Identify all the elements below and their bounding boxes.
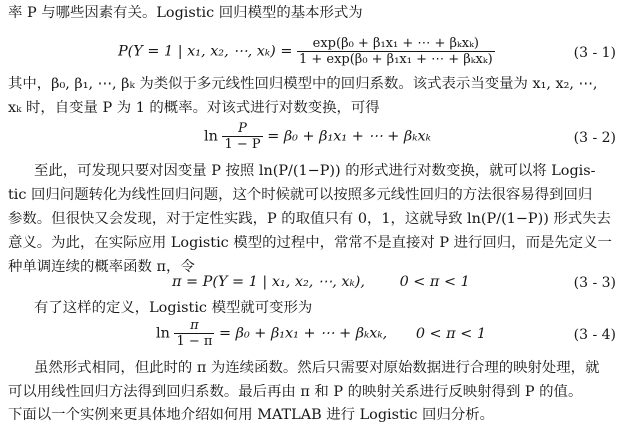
equation-3-2-fraction [222,121,262,152]
text-line-p4-2: 可以用线性回归方法得到回归系数。最后再由 π 和 P 的映射关系进行反映射得到 P 的值。 [8,384,583,400]
equation-3-4-rhs: = β₀ + β₁x₁ + ⋯ + βₖxₖ, [219,325,388,342]
text-line-p2-3: 参数。但很快又会发现，对于定性实践，P 的取值只有 0，1，这就导致 ln(P/(1−P)) 形式失去 [8,211,611,227]
equation-3-2-denominator: 1 − P [224,137,261,152]
equation-number-3-4: (3 - 4) [573,327,616,343]
equation-3-1-denominator: 1 + exp(β₀ + β₁x₁ + ⋯ + βₖxₖ) [298,52,493,67]
equation-number-3-2: (3 - 2) [573,130,616,146]
equation-3-2-ln: ln [204,128,218,145]
equation-3-4-fraction [174,318,214,349]
equation-number-3-1: (3 - 1) [573,45,616,61]
text-line-p2-2: tic 回归问题转化为线性回归问题，这个时候就可以按照多元线性回归的方法很容易得到回归 [8,187,593,203]
text-line-p2-1: 至此，可发现只要对因变量 P 按照 ln(P/(1−P)) 的形式进行对数变换，就可以将 Logis- [34,163,596,179]
equation-number-3-3: (3 - 3) [573,275,616,291]
equation-3-2 [204,121,431,152]
text-line-p1-1: 其中，β₀, β₁, ⋯, βₖ 为类似于多元线性回归模型中的回归系数。该式表示当变量为 x₁, x₂, ⋯, [8,76,598,92]
equation-3-4-ln: ln [156,325,170,342]
text-line-intro: 率 P 与哪些因素有关。Logistic 回归模型的基本形式为 [8,5,363,21]
text-line-p2-5: 种单调连续的概率函数 π，令 [8,259,195,275]
text-line-p4-1: 虽然形式相同，但此时的 π 为连续函数。然后只需要对原始数据进行合理的映射处理，就 [34,360,600,376]
equation-3-1-lhs: P(Y = 1 | x₁, x₂, ⋯, xₖ) = [118,43,297,60]
equation-3-4-condition: 0 < π < 1 [415,325,486,342]
text-line-p1-2: xₖ 时，自变量 P 为 1 的概率。对该式进行对数变换，可得 [8,100,380,116]
text-line-p2-4: 意义。为此，在实际应用 Logistic 模型的过程中，常常不是直接对 P 进行回归，而是先定义一 [8,235,612,251]
equation-3-4-denominator: 1 − π [176,334,213,349]
text-line-p3-1: 有了这样的定义，Logistic 模型就可变形为 [34,300,313,316]
equation-3-2-rhs: = β₀ + β₁x₁ + ⋯ + βₖxₖ [267,128,431,145]
equation-3-1-numerator: exp(β₀ + β₁x₁ + ⋯ + βₖxₖ) [312,36,479,51]
equation-3-3-condition: 0 < π < 1 [399,274,470,290]
equation-3-3-body: π = P(Y = 1 | x₁, x₂, ⋯, xₖ), [172,274,365,290]
equation-3-1-fraction [297,36,495,67]
equation-3-2-numerator: P [238,121,247,136]
equation-3-4 [156,318,486,349]
equation-3-1 [118,36,495,67]
equation-3-3 [172,274,470,290]
text-line-p4-3: 下面以一个实例来更具体地介绍如何用 MATLAB 进行 Logistic 回归分析。 [8,407,495,423]
equation-3-4-numerator: π [190,318,199,333]
